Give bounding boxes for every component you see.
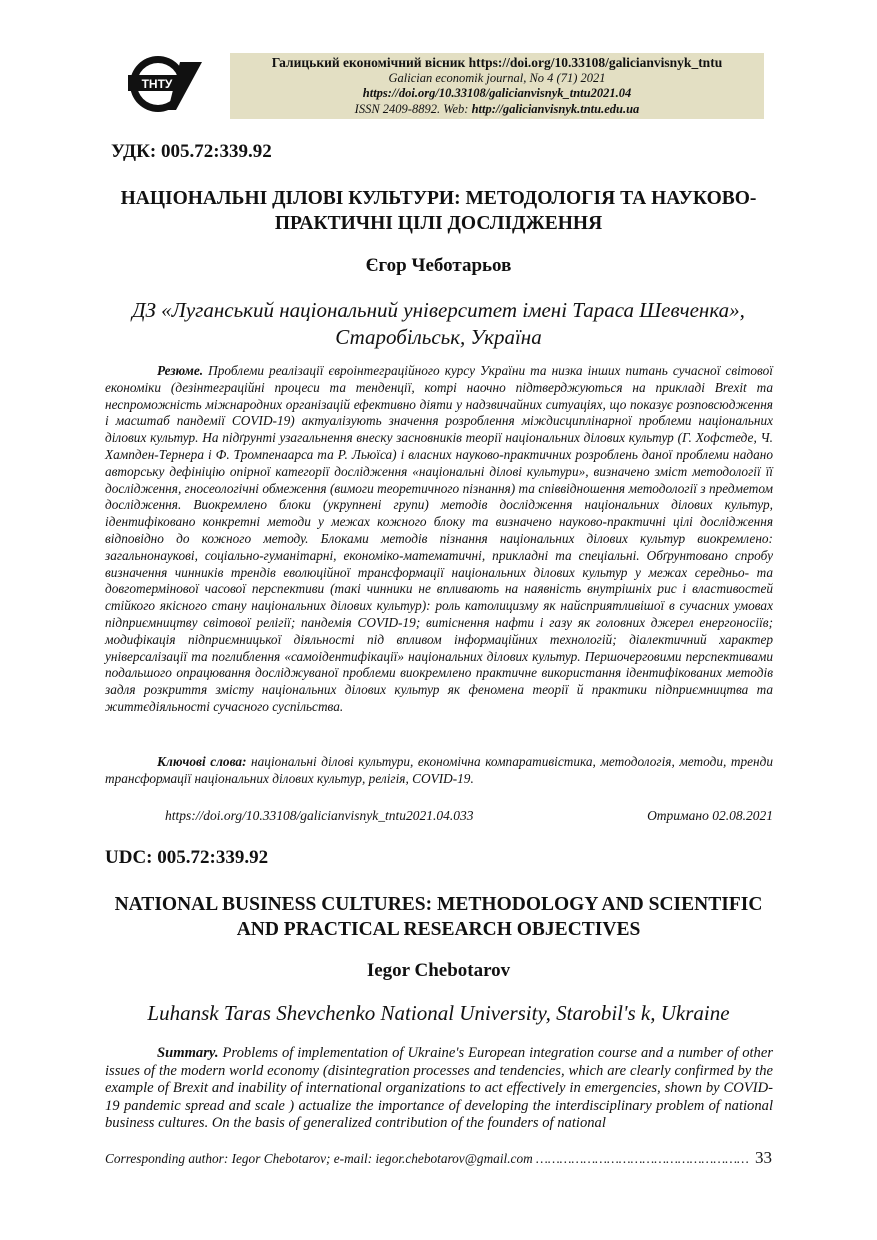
udk-code: УДК: 005.72:339.92 (111, 141, 272, 162)
article-title-en: NATIONAL BUSINESS CULTURES: METHODOLOGY AND SCIENTIFIC AND PRACTICAL RESEARCH OBJECTIVES (114, 894, 763, 940)
author-name-en: Iegor Chebotarov (366, 960, 511, 981)
affiliation-ua: ДЗ «Луганський національний університет імені Тараса Шевченка», Старобільськ, Україна (132, 298, 745, 349)
journal-info-box (230, 53, 764, 119)
journal-logo (124, 52, 204, 116)
keywords-text: національні ділові культури, економічна компаративістика, методологія, методи, тренди трансформації національних ділових культур, релігія, COVID-19. (105, 754, 773, 786)
received-date: Отримано 02.08.2021 (647, 808, 773, 823)
keywords-ua (105, 754, 773, 788)
logo-text: ТНТУ (141, 77, 173, 91)
article-doi[interactable]: https://doi.org/10.33108/galicianvisnyk_tntu2021.04.033 (165, 808, 474, 823)
abstract-text: Проблеми реалізації євроінтеграційного курсу України та низка інших питань сучасної світової економіки (дезінтеграційні процеси та тенденції, котрі наочно підтверджуються на прикладі Brexit та неспроможність міжнародних організацій ефективно діяти у надзвичайних ситуаціях, що показує розповсюдження і масштаб пандемії COVID-19) актуалізують значення розроблення міждисциплінарної проблеми національних ділових культур. На підґрунті узагальнення внеску засновників теорії національних ділових культур (Г. Хофстеде, Ч. Хампден-Тернера і Ф. Тромпенаарса та Р. Льюїса) і власних науково-практичних розроблень даної проблеми надано авторську дефініцію опірної категорії дослідження «національні ділові культури», визначено зміст методології її дослідження, гносеологічні обмеження (вимоги теоретичного пізнання) та співвідношення методології з предметом дослідження. Виокремлено блоки (укрупнені групи) методів дослідження національних ділових культур, ідентифіковано конкретні методи у межах кожного блоку та визначено науково-практичні цілі дослідження відповідно до кожного методу. Блоками методів пізнання національних ділових культур виокремлено: загальнонаукові, соціально-гуманітарні, економіко-математичні, прикладні та спеціальні. Обґрунтовано спробу визначення чинників трендів еволюційної трансформації національних ділових культур у межах середньо- та довготермінової часової перспективи (такі чинники не впливають на наявність внутрішніх рис і властивостей стійкого якісного стану національних ділових культур): роль католицизму як найсприятливішої в сучасних умовах підприємництву світової релігії; пандемія COVID-19; витіснення нафти і газу як головних джерел енергоносіїв; модифікація підприємницької діяльності під впливом інформаційних технологій; діалектичний характер універсалізації та поглиблення «самоідентифікації» національних ділових культур. Першочерговими перспективами подальшого опрацювання досліджуваної проблеми виокремлено практичне використання ідентифікованих методів задля розкриття змісту національних ділових культур як феномена теорії й практики підприємництва та життєдіяльності сучасного суспільства. (105, 363, 773, 714)
keywords-lead: Ключові слова: (157, 754, 247, 769)
journal-title-line: Галицький економічний вісник https://doi.org/10.33108/galicianvisnyk_tntu (271, 55, 723, 70)
journal-issue-line: Galician economik journal, No 4 (71) 2021 (388, 70, 606, 85)
journal-web-link[interactable]: http://galicianvisnyk.tntu.edu.ua (471, 101, 640, 116)
journal-doi-link[interactable]: https://doi.org/10.33108/galicianvisnyk_tntu2021.04 (362, 86, 632, 100)
article-title-ua: НАЦІОНАЛЬНІ ДІЛОВІ КУЛЬТУРИ: МЕТОДОЛОГІЯ ТА НАУКОВО-ПРАКТИЧНІ ЦІЛІ ДОСЛІДЖЕННЯ (120, 188, 757, 234)
corresponding-author: Corresponding author: Iegor Chebotarov; e-mail: iegor.chebotarov@gmail.com ……………………………………………… (105, 1151, 749, 1166)
summary-lead: Summary. (157, 1045, 219, 1061)
journal-issn-line (230, 102, 764, 118)
issn-text: ISSN 2409-8892. Web: (354, 101, 472, 116)
udc-code: UDC: 005.72:339.92 (105, 847, 269, 868)
page-number: 33 (755, 1148, 772, 1167)
summary-en (105, 1045, 773, 1133)
abstract-ua (105, 363, 773, 716)
author-name-ua: Єгор Чеботарьов (365, 255, 512, 276)
summary-text: Problems of implementation of Ukraine's European integration course and a number of other issues of the modern world economy (disintegration processes and tendencies, which are clearly confirmed by the example of Brexit and inability of international organizations to act effectively in emergencies, shown by COVID-19 pandemic spread and scale ) actualize the importance of developing the interdisciplinary problem of national business cultures. On the basis of generalized contribution of the founders of national (105, 1045, 773, 1131)
affiliation-en: Luhansk Taras Shevchenko National University, Starobil's k, Ukraine (147, 1001, 730, 1025)
abstract-lead: Резюме. (157, 363, 204, 378)
